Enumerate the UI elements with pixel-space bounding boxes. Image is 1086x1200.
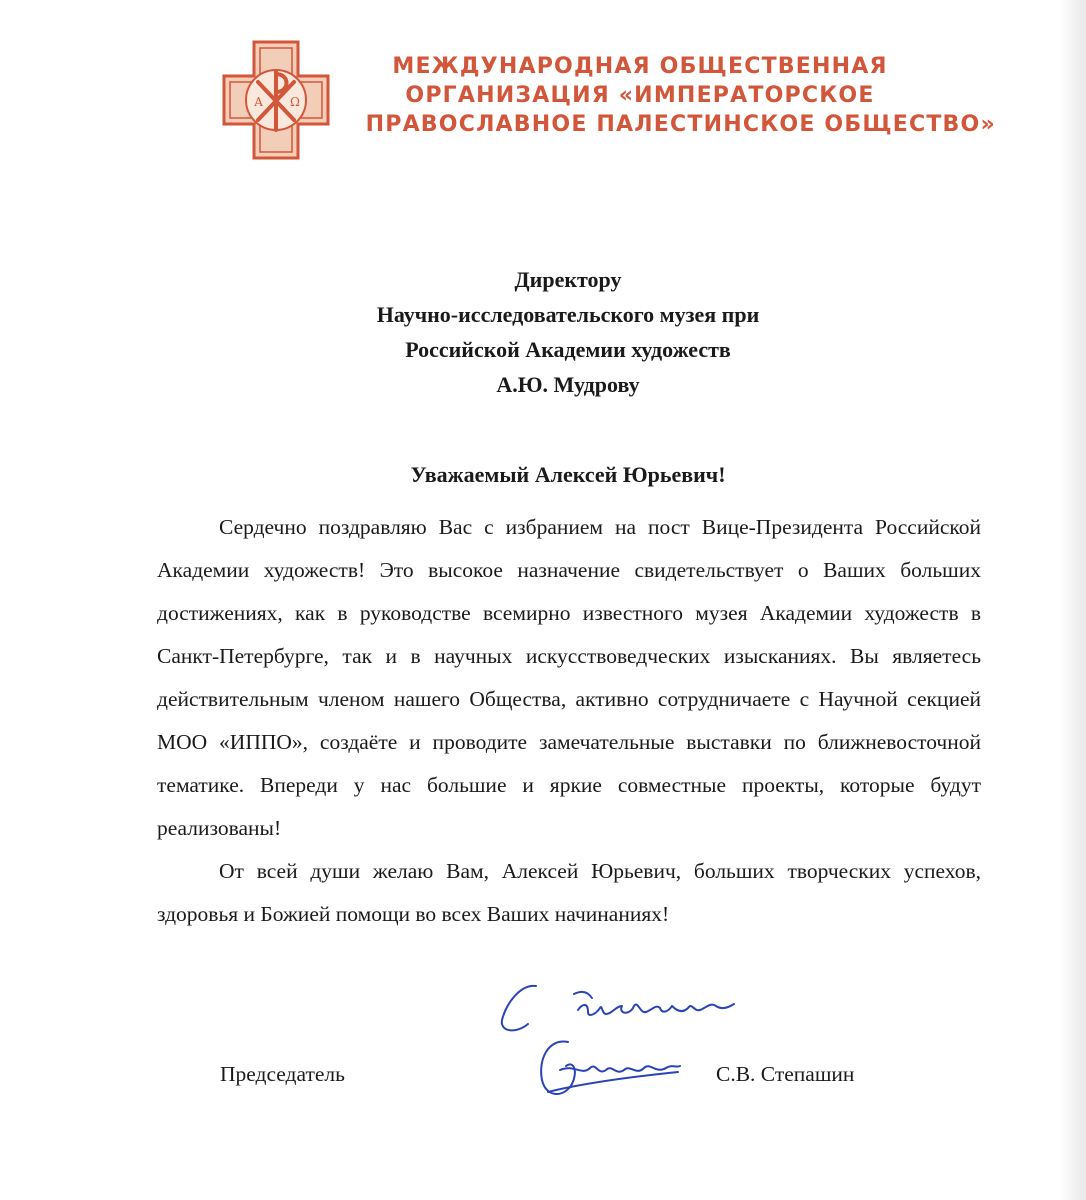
recipient-line: Директору — [514, 267, 622, 292]
page-edge-shadow — [1060, 0, 1086, 1200]
handwritten-signature — [490, 980, 770, 1110]
organization-name-line: ПРАВОСЛАВНОЕ ПАЛЕСТИНСКОЕ ОБЩЕСТВО» — [365, 111, 996, 137]
chairman-title: Председатель — [220, 1062, 345, 1086]
salutation: Уважаемый Алексей Юрьевич! — [410, 462, 726, 487]
organization-name-line: ОРГАНИЗАЦИЯ «ИМПЕРАТОРСКОЕ — [405, 82, 875, 108]
recipient-block — [300, 262, 836, 402]
recipient-line: Научно-исследовательского музея при — [376, 302, 760, 327]
recipient-line: А.Ю. Мудрову — [496, 372, 640, 397]
letter-paragraph: От всей души желаю Вам, Алексей Юрьевич, больших творческих успехов, здоровья и Божией помощи во всех Ваших начинаниях! — [157, 859, 981, 926]
organization-name — [365, 52, 996, 139]
letter-paragraph: Сердечно поздравляю Вас с избранием на пост Вице-Президента Российской Академии художеств! Это высокое назначение свидетельствует о Ваших больших достижениях, как в руководстве всемирно известного музея Академии художеств в Санкт-Петербурге, так и в научных искусствоведческих изысканиях. Вы являетесь действительным членом нашего Общества, активно сотрудничаете с Научной секцией МОО «ИППО», создаёте и проводите замечательные выставки по ближневосточной тематике. Впереди у нас большие и яркие совместные проекты, которые будут реализованы! — [157, 515, 981, 840]
logo-letter-omega: Ω — [290, 95, 300, 109]
chi-rho-cross-icon — [222, 40, 330, 160]
recipient-line: Российской Академии художеств — [405, 337, 731, 362]
letter-body — [157, 506, 981, 936]
chairman-name: С.В. Степашин — [716, 1062, 855, 1086]
logo-letter-alpha: А — [254, 95, 264, 109]
organization-name-line: МЕЖДУНАРОДНАЯ ОБЩЕСТВЕННАЯ — [392, 53, 888, 79]
